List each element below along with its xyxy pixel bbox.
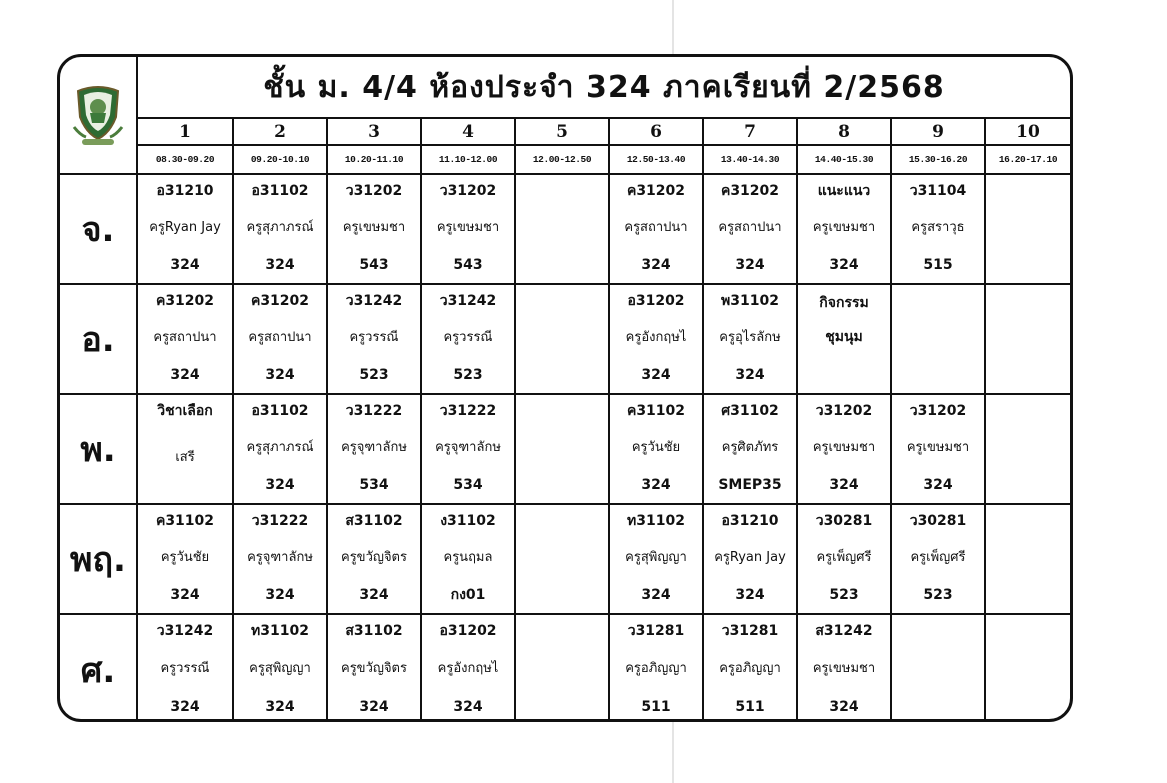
teacher: ครูเขษมชา — [342, 220, 406, 235]
schedule-cell — [420, 615, 514, 722]
teacher: ครูสถาปนา — [718, 220, 782, 235]
schedule-cell — [890, 285, 984, 393]
schedule-cell — [796, 285, 890, 393]
period-number: 1 — [179, 121, 191, 142]
schedule-cell — [890, 175, 984, 283]
room: 543 — [453, 257, 483, 273]
room: 515 — [923, 257, 953, 273]
room: 324 — [641, 477, 671, 493]
course-code: อ31102 — [251, 183, 309, 199]
course-code: ว31202 — [815, 403, 873, 419]
teacher: ครูวรรณี — [443, 330, 493, 345]
schedule-cell — [702, 285, 796, 393]
teacher: ครูเพ็ญศรี — [910, 550, 966, 565]
schedule-cell — [702, 395, 796, 503]
activity-text: กิจกรรม — [819, 295, 869, 311]
course-code: ว31202 — [345, 183, 403, 199]
teacher: ครูศิตภัทร — [721, 440, 779, 455]
teacher: ครูสราวุธ — [911, 220, 965, 235]
teacher: เสรี — [175, 450, 195, 465]
period-number: 6 — [608, 119, 702, 144]
room: 324 — [170, 367, 200, 383]
room: 543 — [359, 257, 389, 273]
course-code: พ31102 — [721, 293, 779, 309]
course-code: ศ31102 — [721, 403, 779, 419]
teacher: ครูอภิญญา — [719, 661, 781, 676]
schedule-cell — [138, 505, 232, 613]
room: 324 — [923, 477, 953, 493]
teacher: ครูวันชัย — [631, 440, 681, 455]
schedule-cell — [702, 505, 796, 613]
teacher: ครูเขษมชา — [436, 220, 500, 235]
room: 324 — [359, 587, 389, 603]
course-code: ว31202 — [909, 403, 967, 419]
period-time-row — [138, 144, 1070, 175]
period-number: 2 — [232, 119, 326, 144]
room: 324 — [641, 367, 671, 383]
schedule-cell — [326, 615, 420, 722]
period-time: 10.20-11.10 — [326, 146, 420, 173]
course-code: ส31102 — [345, 623, 403, 639]
room: 324 — [829, 257, 859, 273]
period-number: 9 — [890, 119, 984, 144]
course-code: อ31202 — [627, 293, 685, 309]
schedule-cell — [326, 175, 420, 283]
course-code: วิชาเลือก — [157, 403, 213, 419]
course-code: อ31202 — [439, 623, 497, 639]
course-code: ว31222 — [251, 513, 309, 529]
period-number: 3 — [326, 119, 420, 144]
room: 324 — [170, 587, 200, 603]
schedule-cell — [608, 175, 702, 283]
schedule-cell — [326, 505, 420, 613]
schedule-cell — [138, 175, 232, 283]
schedule-cell — [608, 615, 702, 722]
course-code: ค31202 — [720, 183, 780, 199]
room: 324 — [265, 477, 295, 493]
day-row — [60, 615, 1070, 722]
schedule-cell — [984, 175, 1070, 283]
schedule-cell — [890, 505, 984, 613]
teacher: ครูเขษมชา — [812, 661, 876, 676]
teacher: ครูสุภาภรณ์ — [246, 440, 314, 455]
schedule-cell — [326, 395, 420, 503]
teacher: ครูวรรณี — [349, 330, 399, 345]
period-time: 13.40-14.30 — [702, 146, 796, 173]
schedule-cell — [514, 175, 608, 283]
period-time: 15.30-16.20 — [890, 146, 984, 173]
teacher: ครูขวัญจิตร — [341, 661, 407, 676]
course-code: ท31102 — [251, 623, 309, 639]
teacher: ครูอุไรลักษ — [719, 330, 781, 345]
schedule-cell — [796, 615, 890, 722]
teacher: ครูสุพิญญา — [625, 550, 687, 565]
schedule-cell — [608, 505, 702, 613]
teacher: ครูขวัญจิตร — [341, 550, 407, 565]
teacher: ครูจุฑาลักษ — [247, 550, 313, 565]
room: 523 — [923, 587, 953, 603]
course-code: ว31281 — [721, 623, 779, 639]
teacher: ครูสถาปนา — [248, 330, 312, 345]
course-code: ว31104 — [909, 183, 967, 199]
schedule-cell — [232, 505, 326, 613]
course-code: ว31222 — [345, 403, 403, 419]
course-code: ค31202 — [155, 293, 215, 309]
room: 324 — [265, 699, 295, 715]
schedule-cell — [138, 615, 232, 722]
course-code: ค31102 — [155, 513, 215, 529]
period-time: 14.40-15.30 — [796, 146, 890, 173]
room: 523 — [359, 367, 389, 383]
schedule-cell — [420, 395, 514, 503]
teacher: ครูRyan Jay — [149, 220, 221, 235]
course-code: ส31242 — [815, 623, 873, 639]
teacher: ครูสถาปนา — [624, 220, 688, 235]
schedule-cell — [514, 615, 608, 722]
teacher: ครูวันชัย — [160, 550, 210, 565]
schedule-cell — [138, 285, 232, 393]
room: 324 — [453, 699, 483, 715]
course-code: ง31102 — [440, 513, 496, 529]
schedule-cell — [232, 285, 326, 393]
day-row — [60, 395, 1070, 505]
teacher: ครูเขษมชา — [812, 440, 876, 455]
course-code: อ31102 — [251, 403, 309, 419]
teacher: ครูอภิญญา — [625, 661, 687, 676]
day-label: จ. — [60, 175, 138, 283]
room: 324 — [735, 257, 765, 273]
course-code: ว31242 — [156, 623, 214, 639]
period-time: 12.50-13.40 — [608, 146, 702, 173]
teacher: ครูสุพิญญา — [249, 661, 311, 676]
schedule-cell — [514, 395, 608, 503]
teacher: ครูจุฑาลักษ — [341, 440, 407, 455]
room: SMEP35 — [718, 477, 782, 493]
school-emblem-icon — [70, 83, 126, 147]
room: 511 — [735, 699, 765, 715]
schedule-cell — [232, 395, 326, 503]
schedule-cell — [326, 285, 420, 393]
teacher: ครูนฤมล — [443, 550, 493, 565]
room: 324 — [265, 257, 295, 273]
schedule-cell — [232, 615, 326, 722]
period-time: 11.10-12.00 — [420, 146, 514, 173]
course-code: ว31242 — [345, 293, 403, 309]
schedule-cell — [608, 285, 702, 393]
room: 324 — [735, 587, 765, 603]
course-code: ค31202 — [250, 293, 310, 309]
day-label: ศ. — [60, 615, 138, 722]
schedule-cell — [984, 285, 1070, 393]
course-code: ค31102 — [626, 403, 686, 419]
room: 523 — [453, 367, 483, 383]
teacher: ครูอังกฤษไ — [625, 330, 687, 345]
course-code: แนะแนว — [817, 183, 871, 199]
period-time: 08.30-09.20 — [155, 154, 215, 165]
room: 523 — [829, 587, 859, 603]
room: 324 — [265, 587, 295, 603]
period-number: 4 — [420, 119, 514, 144]
schedule-cell — [984, 505, 1070, 613]
schedule-cell — [420, 175, 514, 283]
teacher: ครูRyan Jay — [714, 550, 786, 565]
teacher: ครูอังกฤษไ — [437, 661, 499, 676]
schedule-cell — [796, 505, 890, 613]
room: 324 — [735, 367, 765, 383]
period-number: 7 — [702, 119, 796, 144]
day-label: อ. — [60, 285, 138, 393]
schedule-cell — [138, 395, 232, 503]
course-code: ว31202 — [439, 183, 497, 199]
course-code: ส31102 — [345, 513, 403, 529]
room: 324 — [829, 477, 859, 493]
room: 534 — [359, 477, 389, 493]
timetable-title: ชั้น ม. 4/4 ห้องประจำ 324 ภาคเรียนที่ 2/2568 — [263, 69, 945, 105]
course-code: ว31242 — [439, 293, 497, 309]
schedule-cell — [702, 615, 796, 722]
schedule-cell — [796, 395, 890, 503]
course-code: อ31210 — [156, 183, 214, 199]
room: 324 — [265, 367, 295, 383]
course-code: ว30281 — [909, 513, 967, 529]
period-time: 12.00-12.50 — [514, 146, 608, 173]
course-code: ท31102 — [627, 513, 685, 529]
room: 324 — [641, 257, 671, 273]
schedule-cell — [514, 505, 608, 613]
activity-text: ชุมนุม — [825, 329, 863, 345]
room: 324 — [829, 699, 859, 715]
course-code: ค31202 — [626, 183, 686, 199]
teacher: ครูเขษมชา — [906, 440, 970, 455]
course-code: อ31210 — [721, 513, 779, 529]
course-code: ว31281 — [627, 623, 685, 639]
logo-cell — [60, 57, 138, 175]
period-number: 10 — [984, 119, 1070, 144]
room: กง01 — [450, 587, 486, 603]
teacher: ครูจุฑาลักษ — [435, 440, 501, 455]
room: 324 — [359, 699, 389, 715]
teacher: ครูสุภาภรณ์ — [246, 220, 314, 235]
schedule-cell — [890, 395, 984, 503]
schedule-cell — [514, 285, 608, 393]
period-time: 09.20-10.10 — [232, 146, 326, 173]
period-time: 16.20-17.10 — [984, 146, 1070, 173]
period-number-row — [138, 117, 1070, 144]
schedule-cell — [890, 615, 984, 722]
schedule-cell — [420, 505, 514, 613]
schedule-cell — [608, 395, 702, 503]
room: 324 — [641, 587, 671, 603]
room: 324 — [170, 699, 200, 715]
teacher: ครูสถาปนา — [153, 330, 217, 345]
teacher: ครูเพ็ญศรี — [816, 550, 872, 565]
period-number: 8 — [796, 119, 890, 144]
schedule-cell — [232, 175, 326, 283]
room: 324 — [170, 257, 200, 273]
schedule-cell — [984, 615, 1070, 722]
teacher: ครูวรรณี — [160, 661, 210, 676]
teacher: ครูเขษมชา — [812, 220, 876, 235]
schedule-cell — [420, 285, 514, 393]
schedule-grid — [60, 175, 1070, 722]
course-code: ว31222 — [439, 403, 497, 419]
schedule-cell — [702, 175, 796, 283]
day-row — [60, 285, 1070, 395]
course-code: ว30281 — [815, 513, 873, 529]
room: 534 — [453, 477, 483, 493]
schedule-cell — [796, 175, 890, 283]
day-label: พ. — [60, 395, 138, 503]
period-number: 5 — [514, 119, 608, 144]
schedule-cell — [984, 395, 1070, 503]
room: 511 — [641, 699, 671, 715]
day-row — [60, 175, 1070, 285]
day-label: พฤ. — [60, 505, 138, 613]
class-timetable — [57, 54, 1073, 722]
day-row — [60, 505, 1070, 615]
